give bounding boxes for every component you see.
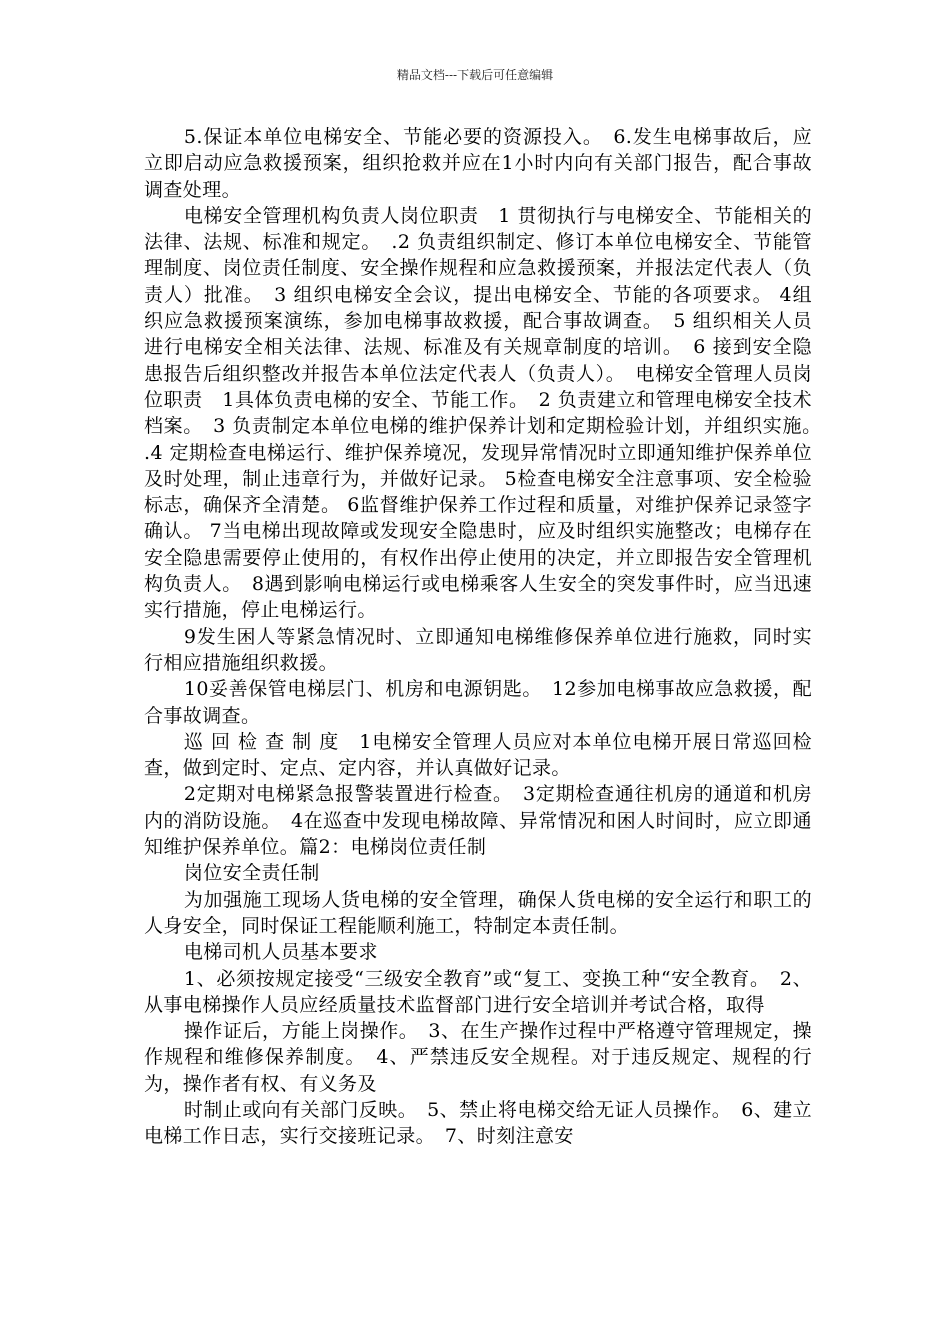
paragraph: 1、必须按规定接受“三级安全教育”或“复工、变换工种“安全教育。 2、从事电梯操作人员应经质量技术监督部门进行安全培训并考试合格，取得 xyxy=(144,967,812,1016)
document-body xyxy=(144,124,832,1150)
paragraph: 5.保证本单位电梯安全、节能必要的资源投入。 6.发生电梯事故后，应立即启动应急救援预案，组织抢救并应在1小时内向有关部门报告，配合事故调查处理。 xyxy=(144,126,812,201)
paragraph: 电梯安全管理机构负责人岗位职责 1 贯彻执行与电梯安全、节能相关的法律、法规、标准和规定。 .2 负责组织制定、修订本单位电梯安全、节能管理制度、岗位责任制度、安全操作规程和应急救援预案，并报法定代表人（负责人）批准。 3 组织电梯安全会议，提出电梯安全、节能的各项要求。 4组织应急救援预案演练，参加电梯事故救援，配合事故调查。 5 组织相关人员进行电梯安全相关法律、法规、标准及有关规章制度的培训。 6 接到安全隐患报告后组织整改并报告本单位法定代表人（负责人）。 电梯安全管理人员岗位职责 1具体负责电梯的安全、节能工作。 2 负责建立和管理电梯安全技术档案。 3 负责制定本单位电梯的维护保养计划和定期检验计划，并组织实施。 .4 定期检查电梯运行、维护保养境况，发现异常情况时立即通知维护保养单位及时处理，制止违章行为，并做好记录。 5检查电梯安全注意事项、安全检验标志，确保齐全清楚。 6监督维护保养工作过程和质量，对维护保养记录签字确认。 7当电梯出现故障或发现安全隐患时，应及时组织实施整改；电梯存在安全隐患需要停止使用的，有权作出停止使用的决定，并立即报告安全管理机构负责人。 8遇到影响电梯运行或电梯乘客人生安全的突发事件时，应当迅速实行措施，停止电梯运行。 xyxy=(144,204,832,622)
paragraph: 操作证后，方能上岗操作。 3、在生产操作过程中严格遵守管理规定，操作规程和维修保养制度。 4、严禁违反安全规程。对于违反规定、规程的行为，操作者有权、有义务及 xyxy=(144,1020,812,1095)
paragraph: 巡 回 检 查 制 度 1电梯安全管理人员应对本单位电梯开展日常巡回检查，做到定时、定点、定内容，并认真做好记录。 xyxy=(144,730,812,780)
paragraph: 2定期对电梯紧急报警装置进行检查。 3定期检查通往机房的通道和机房内的消防设施。 4在巡查中发现电梯故障、异常情况和困人时间时，应立即通知维护保养单位。篇2：电梯岗位责任制 xyxy=(144,783,812,859)
page-header: 精品文档---下载后可任意编辑 xyxy=(396,68,554,82)
paragraph: 时制止或向有关部门反映。 5、禁止将电梯交给无证人员操作。 6、建立电梯工作日志，实行交接班记录。 7、时刻注意安 xyxy=(144,1098,812,1148)
paragraph: 为加强施工现场人货电梯的安全管理，确保人货电梯的安全运行和职工的人身安全，同时保证工程能顺利施工，特制定本责任制。 xyxy=(144,888,812,937)
paragraph: 岗位安全责任制 xyxy=(183,862,320,885)
paragraph: 9发生困人等紧急情况时、立即通知电梯维修保养单位进行施救，同时实行相应措施组织救援。 xyxy=(144,625,812,674)
paragraph: 10妥善保管电梯层门、机房和电源钥匙。 12参加电梯事故应急救援，配合事故调查。 xyxy=(144,678,812,727)
paragraph: 电梯司机人员基本要求 xyxy=(183,941,378,964)
